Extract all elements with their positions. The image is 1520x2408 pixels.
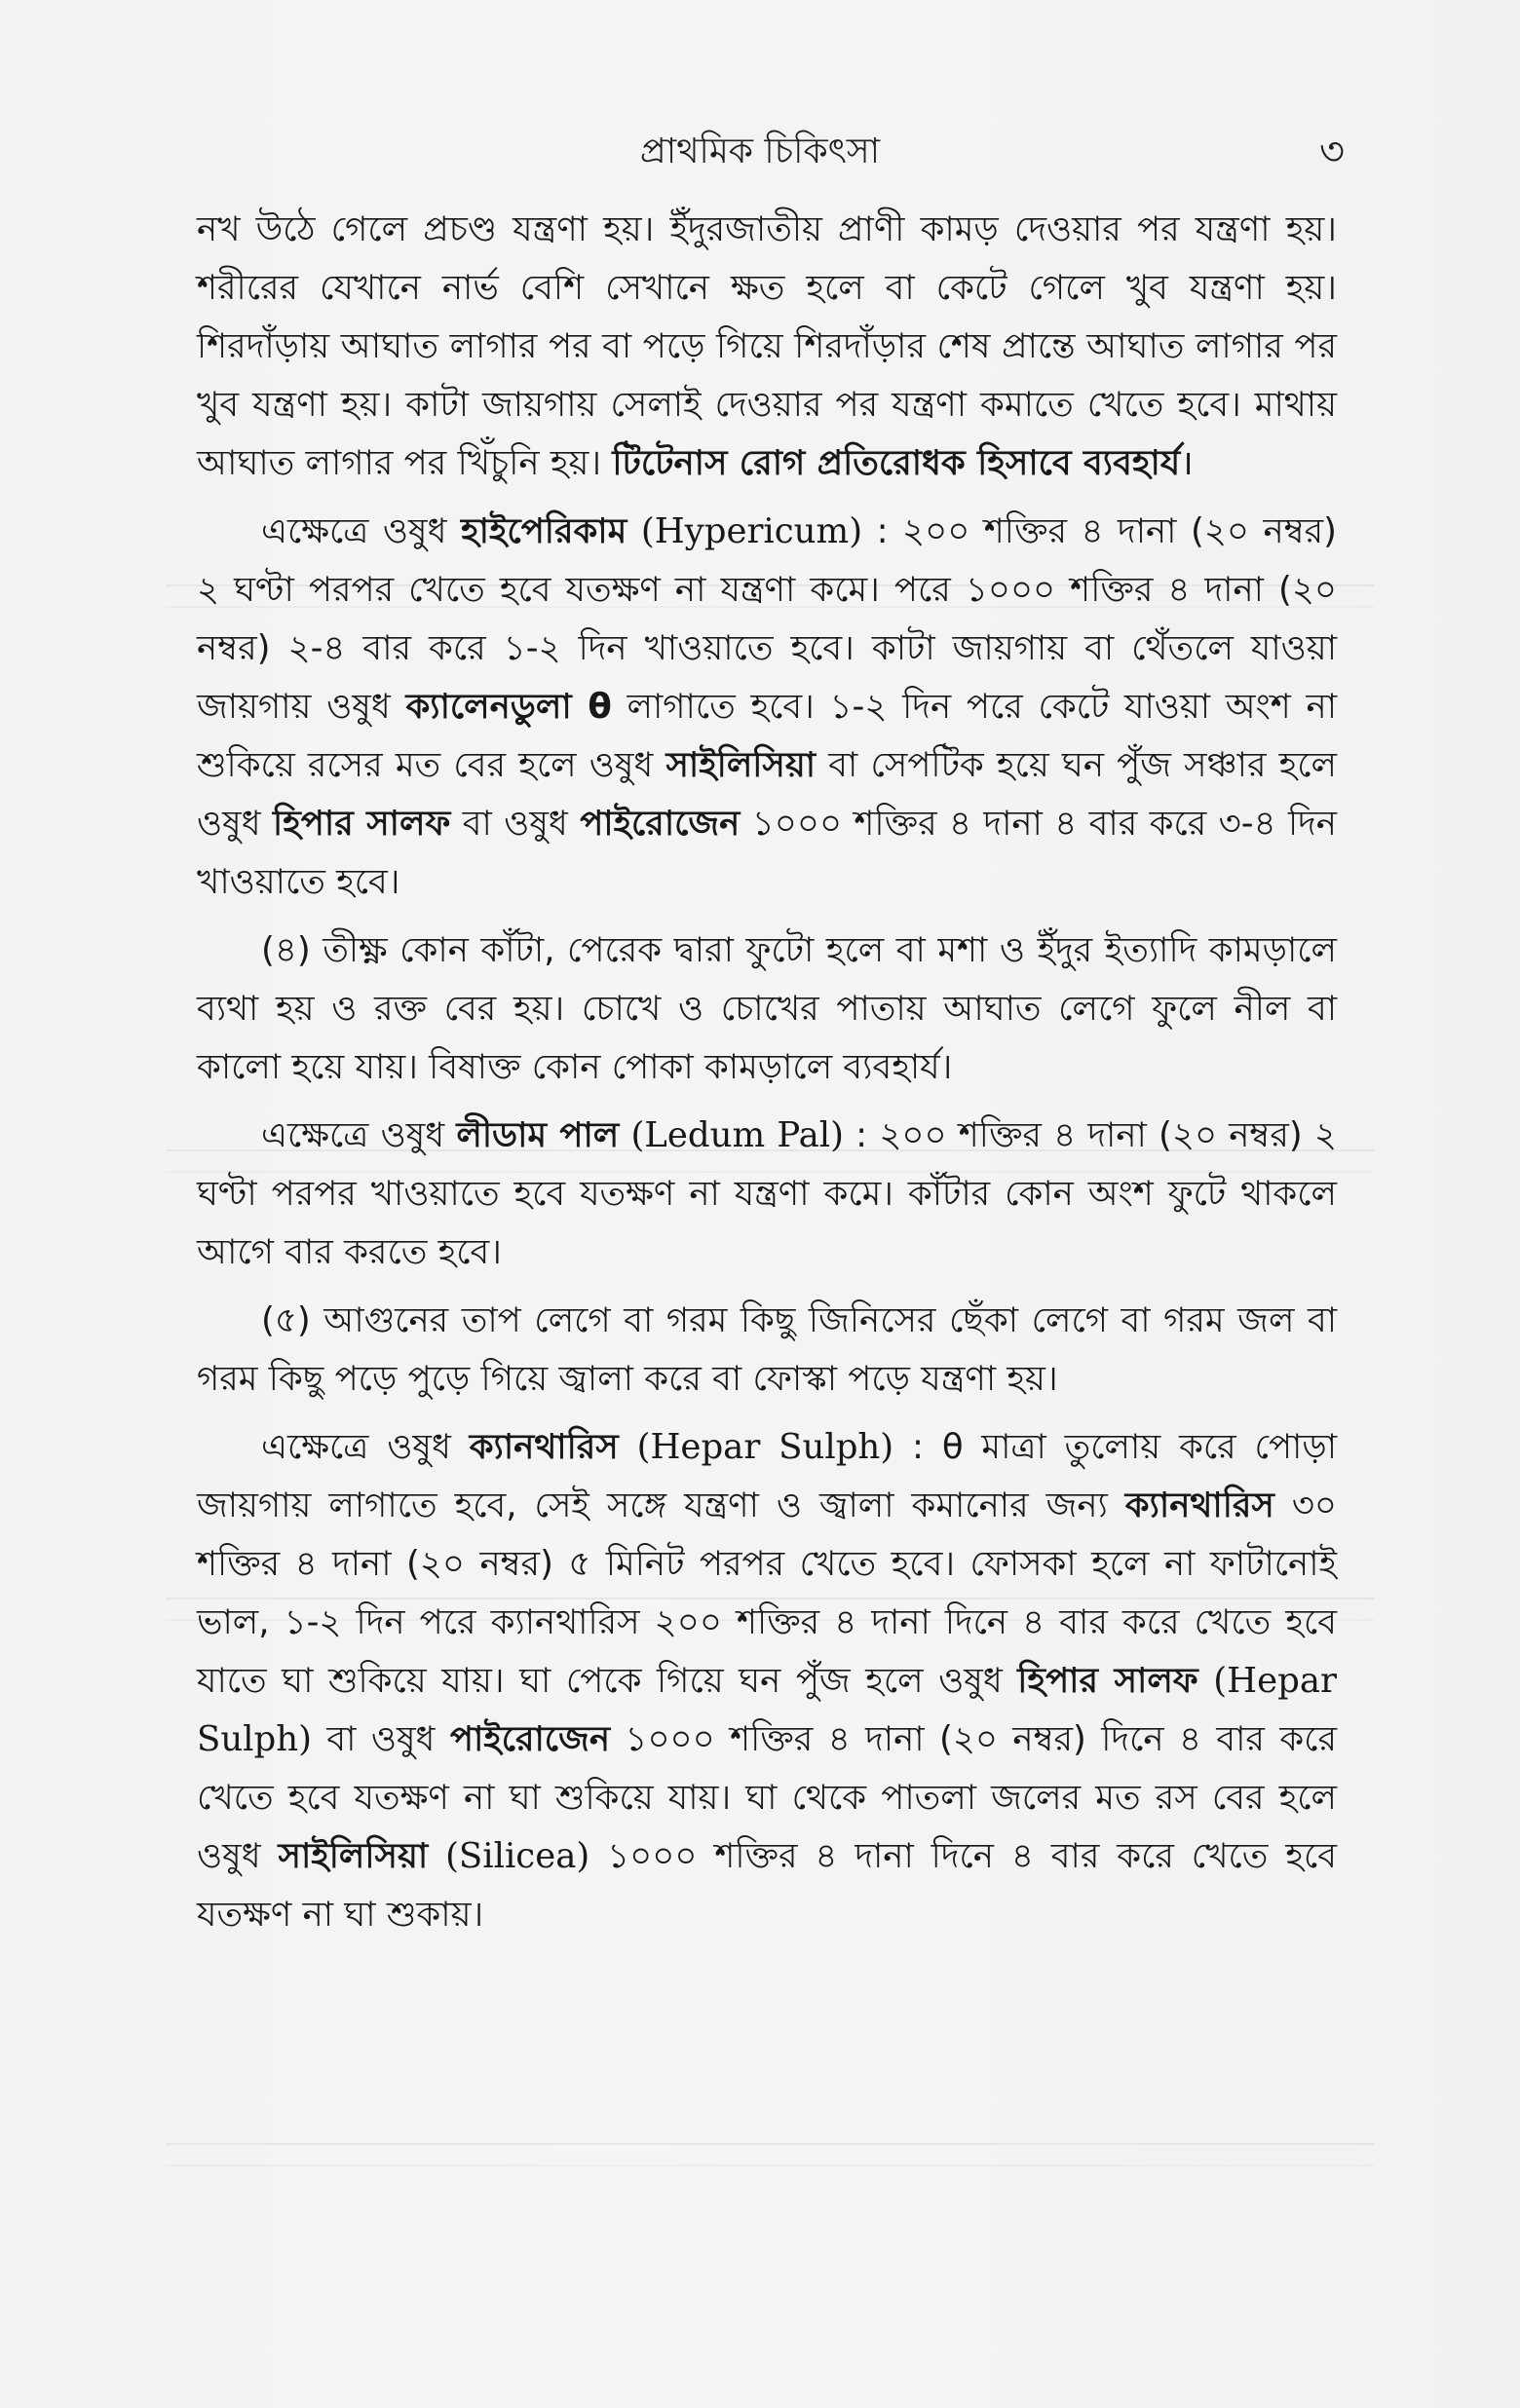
bold-run: টিটেনাস রোগ প্রতিরোধক হিসাবে ব্যবহার্য [612, 443, 1181, 483]
paragraph-4 [197, 1107, 1337, 1282]
body-text [197, 201, 1337, 1954]
text-run: ১০০০ শক্তির ৪ দানা দিনে ৪ বার করে খেতে হবে যতক্ষণ না ঘা শুকায়। [197, 1836, 1337, 1935]
text-run: লাগাতে হবে। ১-২ দিন পরে কেটে যাওয়া অংশ না শুকিয়ে রসের মত বের হলে ওষুধ [197, 687, 1337, 785]
remedy-name: হাইপেরিকাম [461, 511, 627, 551]
latin-name: (Hepar Sulph) [197, 1661, 1337, 1759]
latin-name: (Silicea) [445, 1836, 590, 1876]
text-run: বা ওষুধ [311, 1719, 450, 1759]
remedy-name: সাইলিসিয়া [278, 1836, 429, 1876]
paragraph-5 [197, 1292, 1337, 1409]
show-through-line [166, 2143, 1374, 2166]
text-run [627, 511, 641, 551]
text-run: । [1180, 443, 1194, 483]
latin-name: (Hepar Sulph) [636, 1427, 894, 1467]
paragraph-3 [197, 922, 1337, 1097]
text-run: এক্ষেত্রে ওষুধ [261, 1115, 457, 1155]
remedy-name: হিপার সালফ [1017, 1661, 1198, 1701]
remedy-name: সাইলিসিয়া [665, 745, 817, 785]
text-run [1198, 1661, 1214, 1701]
remedy-name: ক্যালেনডুলা θ [405, 687, 612, 727]
text-run: (৪) তীক্ষ্ণ কোন কাঁটা, পেরেক দ্বারা ফুটো হলে বা মশা ও ইঁদুর ইত্যাদি কামড়ালে ব্যথা হয় ও রক্ত বের হয়। চোখে ও চোখের পাতায় আঘাত লেগে ফুলে নীল বা কালো হয়ে যায়। বিষাক্ত কোন পোকা কামড়ালে ব্যবহার্য। [197, 930, 1337, 1087]
remedy-name: ক্যানথারিস [1124, 1486, 1274, 1525]
running-head: প্রাথমিক চিকিৎসা [639, 132, 881, 171]
text-run: : ২০০ শক্তির ৪ দানা (২০ নম্বর) ২ ঘণ্টা পরপর খাওয়াতে হবে যতক্ষণ না যন্ত্রণা কমে। কাঁটার কোন অংশ ফুটে থাকলে আগে বার করতে হবে। [197, 1115, 1337, 1272]
remedy-name: লীডাম পাল [456, 1115, 620, 1155]
text-run: বা ওষুধ [450, 804, 581, 844]
text-run: : ২০০ শক্তির ৪ দানা (২০ নম্বর) ২ ঘণ্টা পরপর খেতে হবে যতক্ষণ না যন্ত্রণা কমে। পরে ১০০০ শক্তির ৪ দানা (২০ নম্বর) ২-৪ বার করে ১-২ দিন খাওয়াতে হবে। কাটা জায়গায় বা থেঁতলে যাওয়া জায়গায় ওষুধ [197, 511, 1338, 727]
latin-name: (Ledum Pal) [630, 1115, 844, 1155]
latin-name: (Hypericum) [640, 511, 863, 551]
remedy-name: হিপার সালফ [273, 804, 451, 844]
text-run: (৫) আগুনের তাপ লেগে বা গরম কিছু জিনিসের ছেঁকা লেগে বা গরম জল বা গরম কিছু পড়ে পুড়ে গিয়ে জ্বালা করে বা ফোস্কা পড়ে যন্ত্রণা হয়। [197, 1300, 1337, 1399]
paragraph-1 [197, 201, 1337, 493]
text-run: এক্ষেত্রে ওষুধ [261, 511, 462, 551]
text-run: নখ উঠে গেলে প্রচণ্ড যন্ত্রণা হয়। ইঁদুরজাতীয় প্রাণী কামড় দেওয়ার পর যন্ত্রণা হয়। শরীরের যেখানে নার্ভ বেশি সেখানে ক্ষত হলে বা কেটে গেলে খুব যন্ত্রণা হয়। শিরদাঁড়ায় আঘাত লাগার পর বা পড়ে গিয়ে শিরদাঁড়ার শেষ প্রান্তে আঘাত লাগার পর খুব যন্ত্রণা হয়। কাটা জায়গায় সেলাই দেওয়ার পর যন্ত্রণা কমাতে খেতে হবে। মাথায় আঘাত লাগার পর খিঁচুনি হয়। [197, 209, 1337, 483]
paragraph-2 [197, 503, 1337, 912]
text-run [619, 1115, 630, 1155]
text-run: ১০০০ শক্তির ৪ দানা (২০ নম্বর) দিনে ৪ বার করে খেতে হবে যতক্ষণ না ঘা শুকিয়ে যায়। ঘা থেকে পাতলা জলের মত রস বের হলে ওষুধ [197, 1719, 1338, 1876]
text-run [428, 1836, 445, 1876]
text-run: বা সেপটিক হয়ে ঘন পুঁজ সঞ্চার হলে ওষুধ [197, 745, 1337, 844]
remedy-name: পাইরোজেন [580, 804, 741, 844]
text-run: এক্ষেত্রে ওষুধ [261, 1427, 470, 1467]
text-run [619, 1427, 637, 1467]
text-run: ১০০০ শক্তির ৪ দানা ৪ বার করে ৩-৪ দিন খাওয়াতে হবে। [197, 804, 1337, 902]
paragraph-6 [197, 1418, 1337, 1944]
remedy-name: পাইরোজেন [449, 1719, 611, 1759]
text-run: : θ মাত্রা তুলোয় করে পোড়া জায়গায় লাগাতে হবে, সেই সঙ্গে যন্ত্রণা ও জ্বালা কমানোর জন্য [197, 1427, 1337, 1525]
text-run: ৩০ শক্তির ৪ দানা (২০ নম্বর) ৫ মিনিট পরপর খেতে হবে। ফোসকা হলে না ফাটানোই ভাল, ১-২ দিন পরে ক্যানথারিস ২০০ শক্তির ৪ দানা দিনে ৪ বার করে খেতে হবে যাতে ঘা শুকিয়ে যায়। ঘা পেকে গিয়ে ঘন পুঁজ হলে ওষুধ [197, 1486, 1337, 1701]
remedy-name: ক্যানথারিস [469, 1427, 619, 1467]
page-number: ৩ [1318, 130, 1345, 174]
